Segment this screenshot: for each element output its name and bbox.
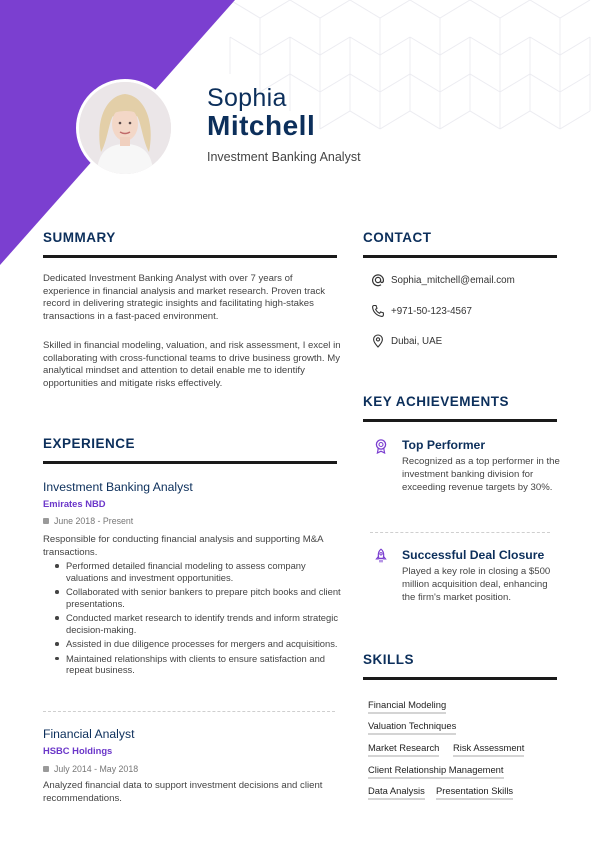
last-name: Mitchell bbox=[207, 110, 316, 141]
summary-divider bbox=[43, 255, 337, 258]
job-bullet-list bbox=[53, 560, 343, 679]
summary-paragraph-2: Skilled in financial modeling, valuation, and risk assessment, I excel in collaborating with cross-functional teams to drive business growth. My analytical mindset and attention to detail enable me to identify opportunities and mitigate risks effectively. bbox=[43, 340, 341, 389]
list-item: Maintained relationships with clients to ensure satisfaction and repeat business. bbox=[53, 653, 343, 677]
job-company: HSBC Holdings bbox=[43, 745, 113, 756]
skills-heading: SKILLS bbox=[363, 652, 415, 667]
achievement-description: Played a key role in closing a $500 million acquisition deal, enhancing the firm's market position. bbox=[402, 566, 551, 603]
list-item: Conducted market research to identify trends and inform strategic decision-making. bbox=[53, 612, 343, 636]
location-text: Dubai, UAE bbox=[391, 335, 443, 347]
summary-heading: SUMMARY bbox=[43, 230, 116, 245]
achievement-title: Top Performer bbox=[402, 438, 486, 452]
skills-divider bbox=[363, 677, 557, 680]
contact-email[interactable] bbox=[370, 272, 515, 288]
skill-tag: Presentation Skills bbox=[436, 785, 513, 800]
list-item: Assisted in due diligence processes for mergers and acquisitions. bbox=[53, 638, 343, 650]
list-item: Performed detailed financial modeling to assess company valuations and investment opportunities. bbox=[53, 560, 343, 584]
contact-phone[interactable] bbox=[370, 303, 472, 319]
calendar-icon bbox=[43, 518, 49, 524]
summary-paragraph-1: Dedicated Investment Banking Analyst with over 7 years of experience in financial analysis and market research. Proven track record in delivering strategic insights and facilitating high-stakes transactions in a fast-paced environment. bbox=[43, 273, 326, 322]
phone-text: +971-50-123-4567 bbox=[391, 305, 472, 317]
experience-heading: EXPERIENCE bbox=[43, 436, 136, 451]
medal-icon bbox=[373, 438, 389, 454]
location-pin-icon bbox=[370, 333, 386, 349]
skill-tag: Financial Modeling bbox=[368, 699, 446, 714]
job-separator bbox=[43, 711, 335, 712]
contact-heading: CONTACT bbox=[363, 230, 432, 245]
job-role: Financial Analyst bbox=[43, 727, 135, 741]
achievement-title: Successful Deal Closure bbox=[402, 548, 545, 562]
calendar-icon bbox=[43, 766, 49, 772]
job-dates-text: July 2014 - May 2018 bbox=[54, 764, 139, 774]
list-item: Collaborated with senior bankers to prepare pitch books and client presentations. bbox=[53, 586, 343, 610]
first-name: Sophia bbox=[207, 84, 287, 112]
achievement-description: Recognized as a top performer in the investment banking division for exceeding revenue targets by 30%. bbox=[402, 456, 560, 493]
job-title: Investment Banking Analyst bbox=[207, 150, 361, 164]
at-icon bbox=[370, 272, 386, 288]
job-dates-text: June 2018 - Present bbox=[54, 516, 134, 526]
job-dates bbox=[43, 516, 133, 526]
skill-tag: Client Relationship Management bbox=[368, 764, 504, 779]
achievements-divider bbox=[363, 419, 557, 422]
job-company: Emirates NBD bbox=[43, 498, 106, 509]
experience-divider bbox=[43, 461, 337, 464]
phone-icon bbox=[370, 303, 386, 319]
skill-tag: Data Analysis bbox=[368, 785, 425, 800]
achievement-separator bbox=[370, 532, 550, 533]
profile-photo bbox=[76, 79, 174, 177]
skill-tag: Risk Assessment bbox=[453, 742, 524, 757]
skill-tag: Market Research bbox=[368, 742, 439, 757]
skill-tag: Valuation Techniques bbox=[368, 720, 456, 735]
contact-location bbox=[370, 333, 442, 349]
email-text: Sophia_mitchell@email.com bbox=[391, 274, 515, 286]
job-role: Investment Banking Analyst bbox=[43, 480, 193, 494]
rocket-icon bbox=[373, 548, 389, 564]
job-dates bbox=[43, 764, 138, 774]
job-description: Responsible for conducting financial analysis and supporting M&A transactions. bbox=[43, 534, 323, 558]
achievements-heading: KEY ACHIEVEMENTS bbox=[363, 394, 510, 409]
job-description: Analyzed financial data to support investment decisions and client recommendations. bbox=[43, 780, 323, 804]
contact-divider bbox=[363, 255, 557, 258]
